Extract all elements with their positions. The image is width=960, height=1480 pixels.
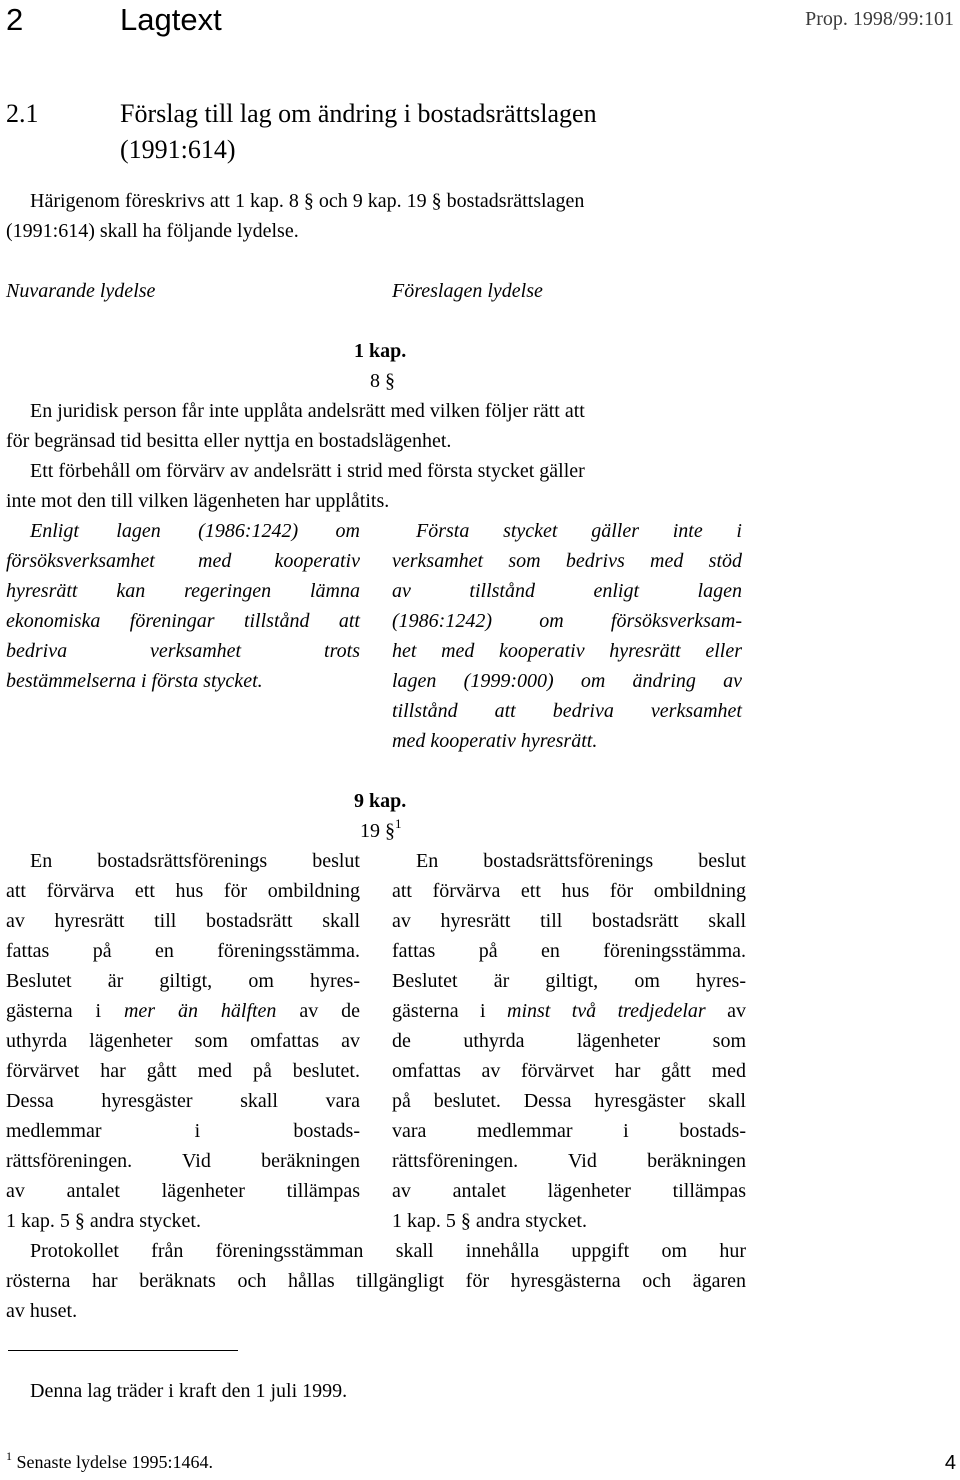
chapter1-current-line: bedriva verksamhet trots [6, 640, 360, 662]
chapter9-current-line: att förvärva ett hus för ombildning [6, 880, 360, 902]
chapter1-proposed-line: av tillstånd enligt lagen [392, 580, 742, 602]
chapter1-proposed-line: Första stycket gäller inte i [416, 520, 742, 542]
chapter1-proposed-line: lagen (1999:000) om ändring av [392, 670, 742, 692]
chapter9-proposed-line: omfattas av förvärvet har gått med [392, 1060, 746, 1082]
chapter9-current-line: av hyresrätt till bostadsrätt skall [6, 910, 360, 932]
chapter9-proposed-line: Beslutet är giltigt, om hyres- [392, 970, 746, 992]
chapter1-text-line4: inte mot den till vilken lägenheten har upplåtits. [6, 490, 390, 512]
chapter1-current-line: Enligt lagen (1986:1242) om [30, 520, 360, 542]
chapter9-heading: 9 kap. [354, 790, 407, 812]
chapter1-current-line: bestämmelserna i första stycket. [6, 670, 263, 692]
changed-text: mer än hälften [123, 1000, 277, 1022]
protocol-paragraph [6, 1236, 746, 1326]
chapter1-proposed-line: tillstånd att bedriva verksamhet [392, 700, 742, 722]
chapter9-proposed-line: av hyresrätt till bostadsrätt skall [392, 910, 746, 932]
chapter9-current-line: uthyrda lägenheter som omfattas av [6, 1030, 360, 1052]
chapter9-proposed-line: av antalet lägenheter tillämpas [392, 1180, 746, 1202]
chapter1-proposed-line: (1986:1242) om försöksverksam- [392, 610, 742, 632]
chapter9-proposed-line [392, 996, 746, 1026]
protocol-line: rösterna har beräknats och hållas tillgängligt för hyresgästerna och ägaren [6, 1270, 746, 1292]
chapter9-proposed-line: En bostadsrättsförenings beslut [416, 850, 746, 872]
chapter9-current-line: fattas på en föreningsstämma. [6, 940, 360, 962]
chapter9-current-line: Dessa hyresgäster skall vara [6, 1090, 360, 1112]
chapter9-current-line: Beslutet är giltigt, om hyres- [6, 970, 360, 992]
chapter1-text-line2: för begränsad tid besitta eller nyttja en bostadslägenhet. [6, 430, 452, 452]
chapter-number: 2 [6, 2, 24, 37]
chapter9-proposed-line: rättsföreningen. Vid beräkningen [392, 1150, 746, 1172]
chapter1-proposed-line: verksamhet som bedrivs med stöd [392, 550, 742, 572]
footnote-reference: 1 [395, 816, 402, 831]
chapter9-current-line: En bostadsrättsförenings beslut [30, 850, 360, 872]
chapter-title: Lagtext [120, 2, 222, 37]
page-number: 4 [944, 1452, 956, 1474]
chapter9-proposed-line: 1 kap. 5 § andra stycket. [392, 1210, 587, 1232]
chapter9-paragraph [360, 816, 402, 846]
chapter9-current-line: rättsföreningen. Vid beräkningen [6, 1150, 360, 1172]
chapter1-paragraph: 8 § [370, 370, 395, 392]
chapter1-proposed-column [392, 516, 742, 756]
column-header-current: Nuvarande lydelse [6, 280, 156, 302]
protocol-line: av huset. [6, 1300, 78, 1322]
chapter1-proposed-line: het med kooperativ hyresrätt eller [392, 640, 742, 662]
text-run: gästerna i [6, 1000, 124, 1022]
footnote [6, 1450, 213, 1474]
chapter9-proposed-line: de uthyrda lägenheter som [392, 1030, 746, 1052]
section-title-line2: (1991:614) [120, 135, 236, 164]
separator-line [8, 1350, 238, 1351]
footnote-number: 1 [6, 1449, 12, 1463]
chapter9-paragraph-text: 19 § [360, 820, 395, 842]
chapter9-proposed-line: att förvärva ett hus för ombildning [392, 880, 746, 902]
chapter1-heading: 1 kap. [354, 340, 407, 362]
chapter9-current-line: medlemmar i bostads- [6, 1120, 360, 1142]
chapter1-current-line: försöksverksamhet med kooperativ [6, 550, 360, 572]
text-run: gästerna i [392, 1000, 507, 1022]
section-title-line1: Förslag till lag om ändring i bostadsrättslagen [120, 99, 597, 128]
prop-reference: Prop. 1998/99:101 [805, 8, 954, 30]
protocol-line: Protokollet från föreningsstämman skall innehålla uppgift om hur [30, 1240, 746, 1262]
intro-line1: Härigenom föreskrivs att 1 kap. 8 § och 9 kap. 19 § bostadsrättslagen [30, 190, 585, 212]
chapter9-proposed-column [392, 846, 746, 1236]
chapter9-current-line: av antalet lägenheter tillämpas [6, 1180, 360, 1202]
text-run: av [705, 1000, 746, 1022]
chapter9-current-line [6, 996, 360, 1026]
chapter9-current-column [6, 846, 360, 1236]
chapter1-current-line: hyresrätt kan regeringen lämna [6, 580, 360, 602]
chapter1-proposed-line: med kooperativ hyresrätt. [392, 730, 598, 752]
text-run: av de [276, 1000, 360, 1022]
chapter9-current-line: 1 kap. 5 § andra stycket. [6, 1210, 201, 1232]
column-header-proposed: Föreslagen lydelse [392, 280, 543, 302]
footnote-text: Senaste lydelse 1995:1464. [16, 1452, 213, 1472]
chapter9-proposed-line: på beslutet. Dessa hyresgäster skall [392, 1090, 746, 1112]
chapter9-current-line: förvärvet har gått med på beslutet. [6, 1060, 360, 1082]
intro-line2: (1991:614) skall ha följande lydelse. [6, 220, 299, 242]
chapter1-current-line: ekonomiska föreningar tillstånd att [6, 610, 360, 632]
effective-date: Denna lag träder i kraft den 1 juli 1999. [30, 1380, 348, 1402]
changed-text: minst två tredjedelar [507, 1000, 706, 1022]
chapter9-proposed-line: vara medlemmar i bostads- [392, 1120, 746, 1142]
chapter1-text-line1: En juridisk person får inte upplåta andelsrätt med vilken följer rätt att [30, 400, 585, 422]
chapter1-current-column [6, 516, 360, 696]
chapter1-text-line3: Ett förbehåll om förvärv av andelsrätt i strid med första stycket gäller [30, 460, 585, 482]
section-number: 2.1 [6, 99, 39, 128]
chapter9-proposed-line: fattas på en föreningsstämma. [392, 940, 746, 962]
